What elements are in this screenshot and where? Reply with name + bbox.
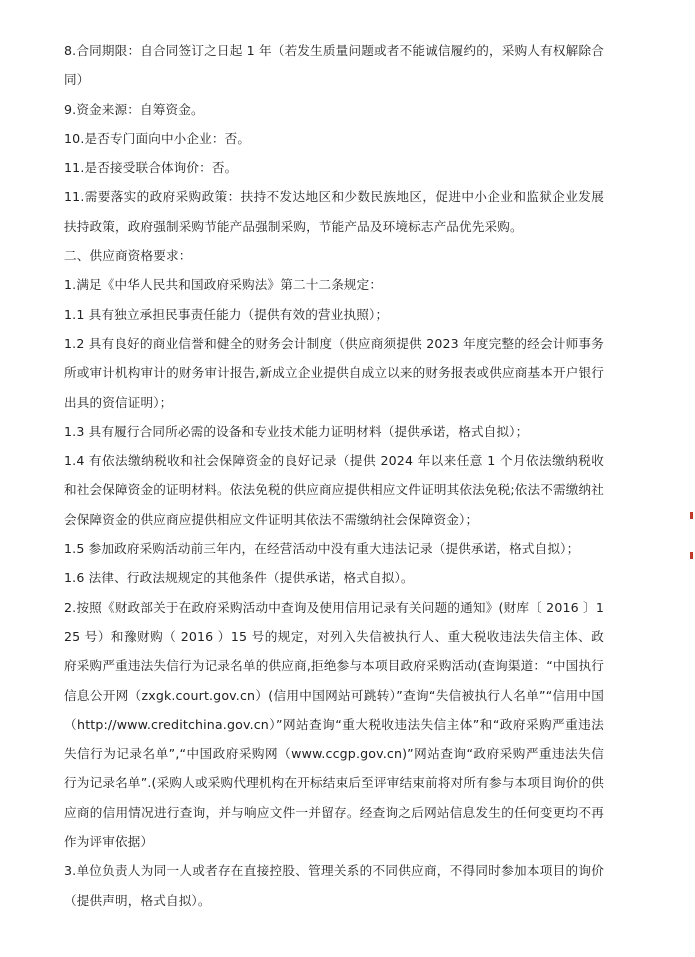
paragraph-contract-term: 8.合同期限：自合同签订之日起 1 年（若发生质量问题或者不能诚信履约的，采购人有权解除合同） [64,43,604,88]
paragraph-1-6: 1.6 法律、行政法规规定的其他条件（提供承诺，格式自拟）。 [64,570,414,586]
paragraph-law-article-22: 1.满足《中华人民共和国政府采购法》第二十二条规定： [64,277,383,293]
paragraph-consortium: 11.是否接受联合体询价：否。 [64,160,238,176]
paragraph-1-4: 1.4 有依法缴纳税收和社会保障资金的良好记录（提供 2024 年以来任意 1 个月依法缴纳税收和社会保障资金的证明材料。依法免税的供应商应提供相应文件证明其依法免税;依法不需缴纳社会保障资金的供应商应提供相应文件证明其依法不需缴纳社会保障资金）； [64,453,604,527]
paragraph-1-2: 1.2 具有良好的商业信誉和健全的财务会计制度（供应商须提供 2023 年度完整的经会计师事务所或审计机构审计的财务审计报告,新成立企业提供自成立以来的财务报表或供应商基本开户银行出具的资信证明）； [64,335,604,410]
section-heading-qualifications: 二、供应商资格要求： [64,248,192,264]
paragraph-1-3: 1.3 具有履行合同所必需的设备和专业技术能力证明材料（提供承诺，格式自拟）； [64,423,529,439]
edge-mark [690,552,693,559]
paragraph-1-1: 1.1 具有独立承担民事责任能力（提供有效的营业执照）； [64,306,389,322]
paragraph-sme-only: 10.是否专门面向中小企业：否。 [64,130,251,146]
paragraph-same-responsible-person: 3.单位负责人为同一人或者存在直接控股、管理关系的不同供应商，不得同时参加本项目的询价（提供声明，格式自拟）。 [64,863,604,908]
paragraph-fund-source: 9.资金来源：自筹资金。 [64,101,204,117]
paragraph-credit-record: 2.按照《财政部关于在政府采购活动中查询及使用信用记录有关问题的通知》(财库〔 2016 〕125 号）和豫财购（ 2016 ）15 号的规定，对列入失信被执行人、重大税收违法失信主体、政府采购严重违法失信行为记录名单的供应商,拒绝参与本项目政府采购活动(查询渠道：“中国执行信息公开网（zxgk.court.gov.cn）(信用中国网站可跳转）”查询“失信被执行人名单”“信用中国（http://www.creditchina.gov.cn）”网站查询“重大税收违法失信主体”和“政府采购严重违法失信行为记录名单”,“中国政府采购网（www.ccgp.gov.cn)”网站查询“政府采购严重违法失信行为记录名单”.(采购人或采购代理机构在开标结束后至评审结束前将对所有参与本项目询价的供应商的信用情况进行查询，并与响应文件一并留存。经查询之后网站信息发生的任何变更均不再作为评审依据） [64,599,604,850]
edge-mark [690,512,693,519]
paragraph-procurement-policy: 11.需要落实的政府采购政策：扶持不发达地区和少数民族地区，促进中小企业和监狱企业发展扶持政策，政府强制采购节能产品强制采购，节能产品及环境标志产品优先采购。 [64,189,604,234]
paragraph-1-5: 1.5 参加政府采购活动前三年内，在经营活动中没有重大违法记录（提供承诺，格式自拟）； [64,541,580,557]
document-body [64,36,604,915]
